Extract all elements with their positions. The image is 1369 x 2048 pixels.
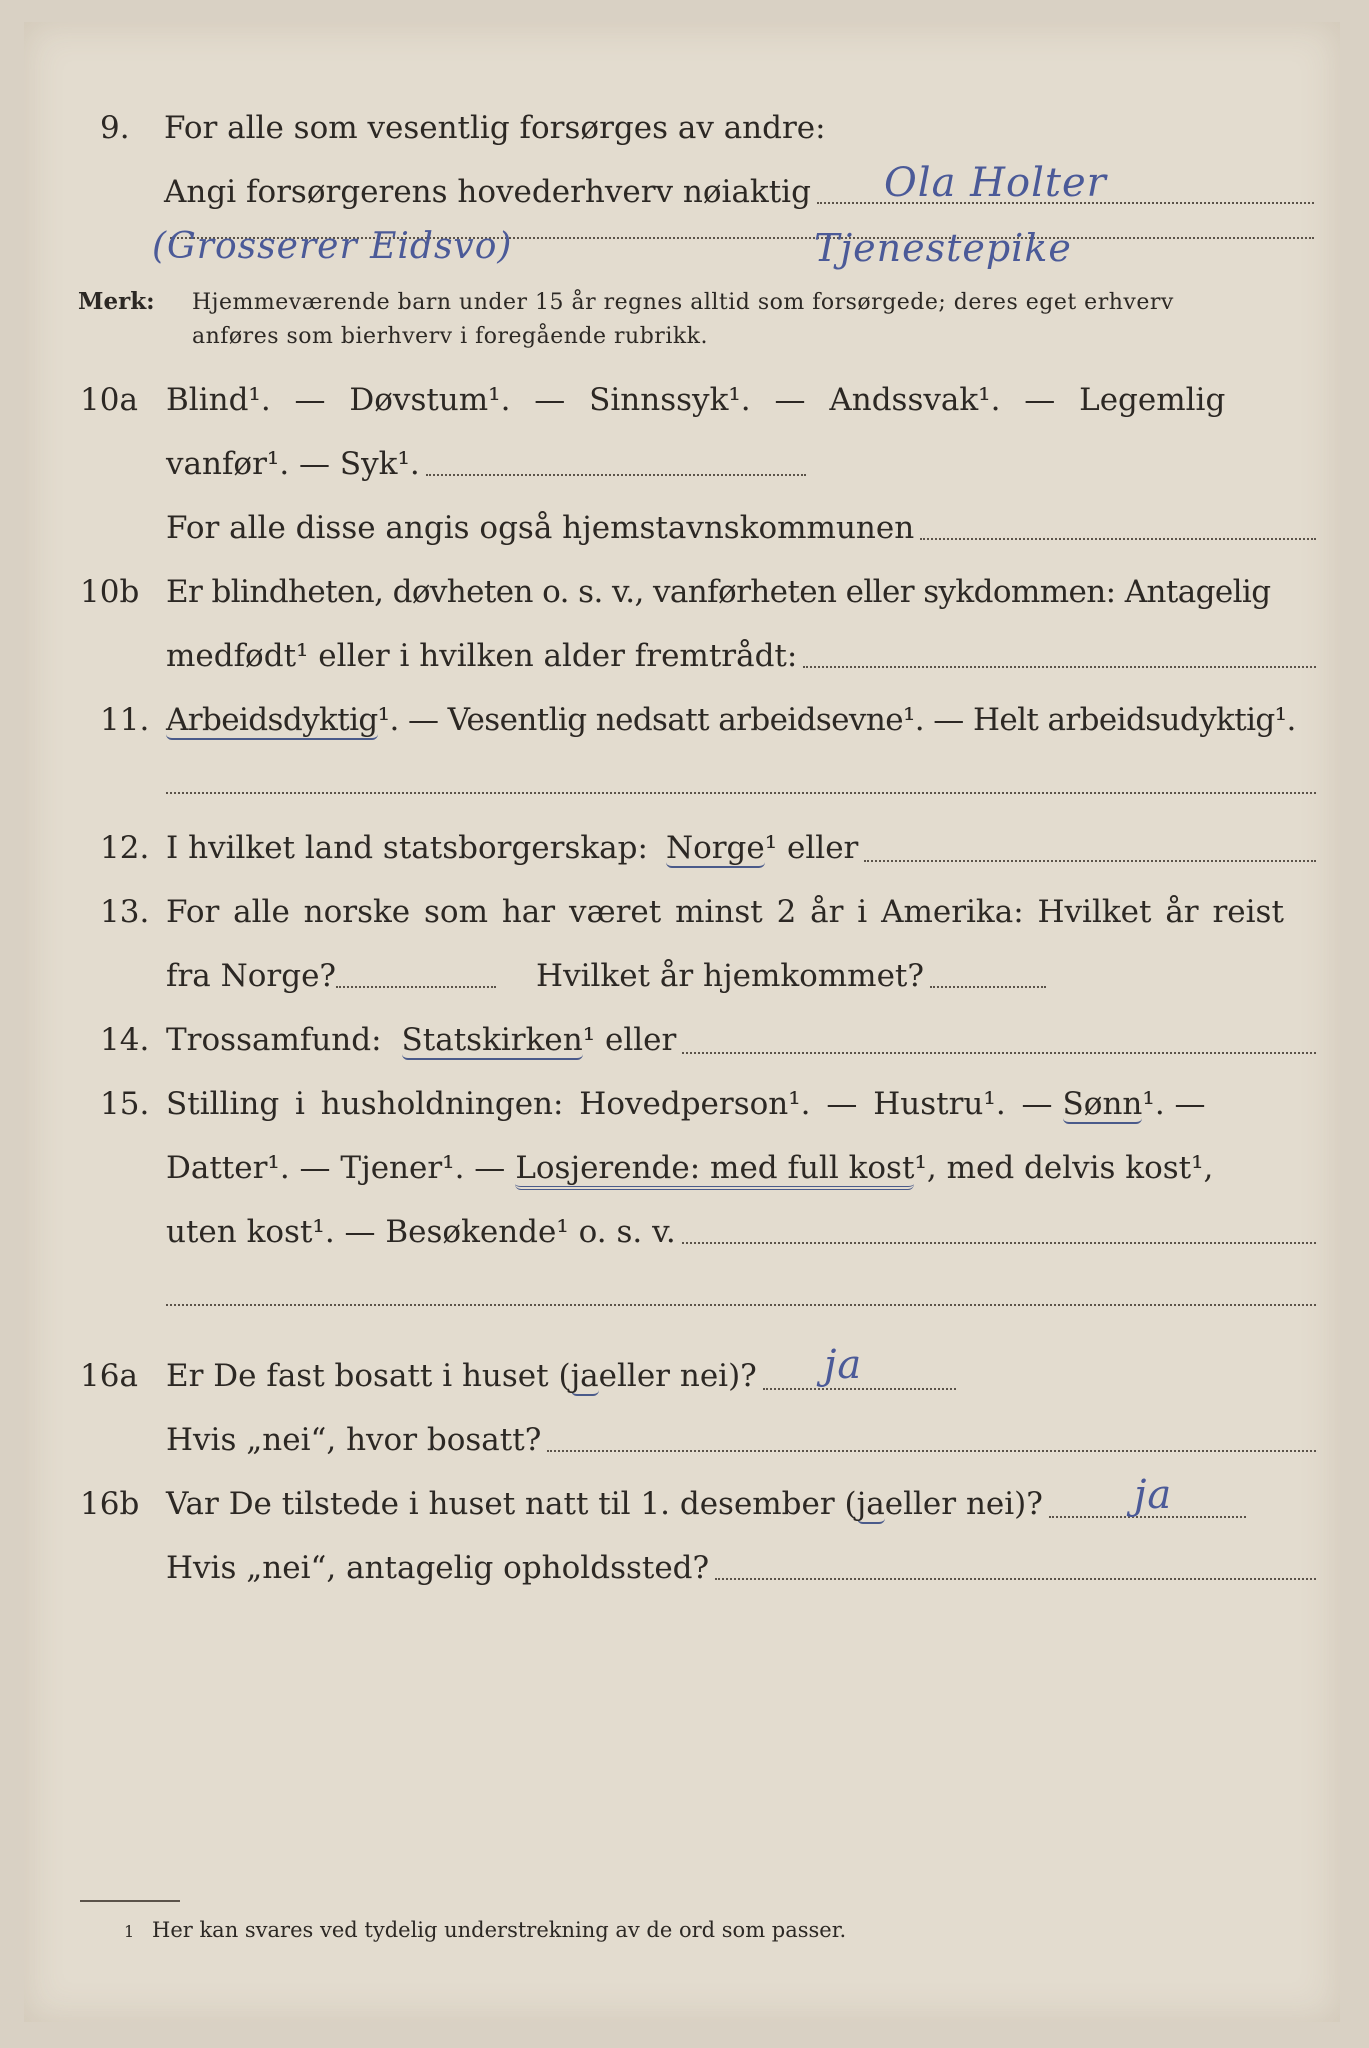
q16b-line2-fill [715,1578,1316,1580]
q11-blank-line [166,792,1316,794]
q13-line2 [166,958,1046,994]
q15-number: 15. [100,1086,150,1122]
q15-line3-fill [682,1242,1316,1244]
q15-line1 [166,1086,1316,1124]
q10a-line2 [166,446,806,482]
q10a-line2-text: vanfør¹. — Syk¹. [166,446,420,482]
q13-number: 13. [100,894,150,930]
q10a-line3-text: For alle disse angis også hjemstavnskommunen [166,510,915,546]
q9-answer2a-handwriting: (Grosserer Eidsvo) [152,226,513,267]
q16b-line2-text: Hvis „nei“, antagelig opholdssted? [166,1550,710,1586]
q15-line2 [166,1150,1316,1190]
q15-blank-line [166,1304,1316,1306]
q16a-line2 [166,1422,1316,1458]
q9-line2-text: Angi forsørgerens hovederhverv nøiaktig [164,174,811,210]
q16a-line1-fill [763,1388,956,1390]
q15-line3-text: uten kost¹. — Besøkende¹ o. s. v. [166,1214,676,1250]
q15-line1a: Stilling i husholdningen: Hovedperson¹. — Hustru¹. — [166,1086,1053,1122]
q10a-number: 10a [80,382,138,418]
q11-number: 11. [100,702,150,738]
q9-line2 [164,174,1314,210]
q9-answer2b-handwriting: Tjenestepike [814,226,1072,270]
q14-pre: Trossamfund: [166,1022,382,1058]
q11-option-arbeidsdyktig: Arbeidsdyktig [166,702,378,738]
q11-line1 [166,702,1316,740]
q16a-option-ja: ja [570,1358,599,1394]
q10b-line2-text: medfødt¹ eller i hvilken alder fremtrådt: [166,638,798,674]
q16b-line1-post: eller nei)? [884,1486,1043,1522]
form-page [24,22,1340,2022]
q13-line1 [166,894,1316,930]
footnote-mark: 1 [124,1922,135,1941]
q13-line2b-fill [930,986,1046,988]
q10b-number: 10b [80,574,140,610]
q12-pre: I hvilket land statsborgerskap: [166,830,648,866]
q10a-line1 [166,382,1316,418]
q14-line [166,1022,1316,1060]
q14-number: 14. [100,1022,150,1058]
q16b-option-ja: ja [856,1486,885,1522]
q10b-line2 [166,638,1316,674]
footnote-rule [80,1900,180,1902]
q10b-line2-fill [803,666,1316,668]
q15-option-sonn: Sønn [1062,1086,1143,1122]
q9-line1-text: For alle som vesentlig forsørges av andre: [164,110,826,146]
footnote-text: Her kan svares ved tydelig understrekning av de ord som passer. [152,1918,847,1942]
q15-line1b: ¹. — [1142,1086,1206,1122]
q10a-line2-fill [426,474,806,476]
q9-answer1-handwriting: Ola Holter [884,160,1107,206]
q16b-number: 16b [80,1486,140,1522]
q16b-line2 [166,1550,1316,1586]
merk-line2: anføres som bierhverv i foregående rubrikk. [192,324,709,349]
q13-line2b: Hvilket år hjemkommet? [536,958,925,994]
q10b-line1 [166,574,1316,610]
q14-post: ¹ eller [582,1022,677,1058]
q12-option-norge: Norge [665,830,765,866]
q15-line2a: Datter¹. — Tjener¹. — [166,1150,506,1186]
q10b-line1-text: Er blindheten, døvheten o. s. v., vanførheten eller sykdommen: Antagelig [166,574,1271,610]
q14-option-statskirken: Statskirken [401,1022,583,1058]
q12-fill [864,860,1316,862]
q16a-answer-handwriting: ja [824,1342,863,1388]
q16b-line1 [166,1486,1246,1524]
merk-line1: Hjemmeværende barn under 15 år regnes alltid som forsørgede; deres eget erhverv [192,290,1174,315]
q10a-line3-fill [920,538,1316,540]
q12-post: ¹ eller [764,830,859,866]
q15-line3 [166,1214,1316,1250]
q9-line1 [164,110,826,146]
q16a-line1-pre: Er De fast bosatt i huset ( [166,1358,571,1394]
q15-option-losjerende: Losjerende: med full kost [515,1150,914,1190]
q10a-line1-text: Blind¹. — Døvstum¹. — Sinnssyk¹. — Andssvak¹. — Legemlig [166,382,1226,418]
q9-number: 9. [100,110,130,146]
q16a-line1-post: eller nei)? [598,1358,757,1394]
q16b-line1-pre: Var De tilstede i huset natt til 1. desember ( [166,1486,857,1522]
q16a-number: 16a [80,1358,138,1394]
q16b-answer-handwriting: ja [1134,1472,1173,1518]
q16a-line2-fill [547,1450,1316,1452]
q12-line [166,830,1316,868]
q13-line1-text: For alle norske som har været minst 2 år i Amerika: Hvilket år reist [166,894,1284,930]
q13-line2a: fra Norge? [166,958,337,994]
q10a-line3 [166,510,1316,546]
q15-line2b: ¹, med delvis kost¹, [914,1150,1214,1186]
q16a-line2-text: Hvis „nei“, hvor bosatt? [166,1422,542,1458]
q11-rest: ¹. — Vesentlig nedsatt arbeidsevne¹. — Helt arbeidsudyktig¹. [377,702,1296,738]
q12-number: 12. [100,830,150,866]
q13-line2a-fill [336,986,496,988]
q14-fill [682,1052,1316,1054]
merk-label: Merk: [78,288,155,315]
